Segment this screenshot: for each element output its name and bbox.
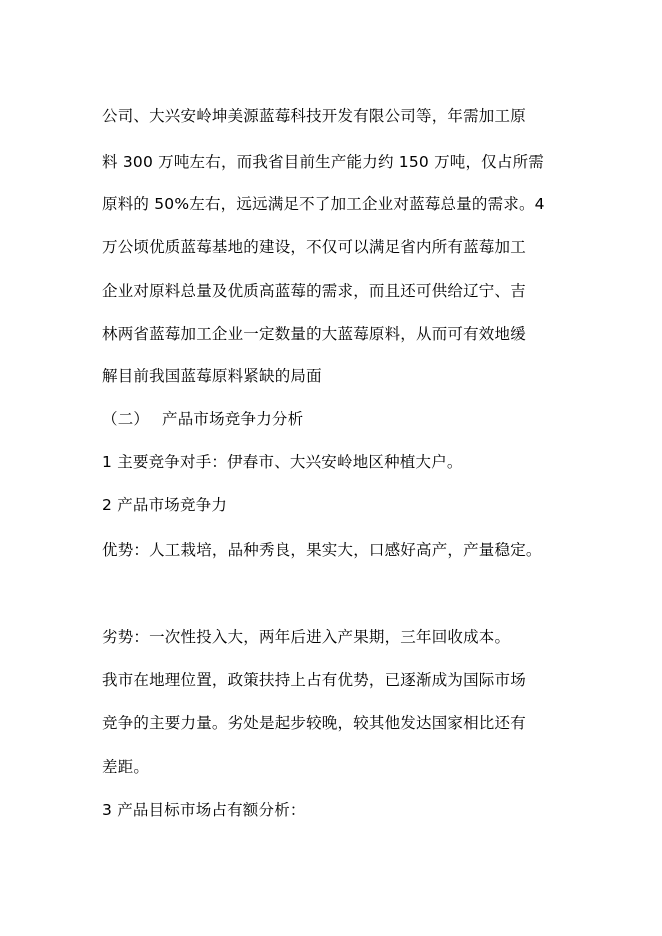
list-item: 2 产品市场竞争力 — [102, 496, 228, 514]
body-text-line: 企业对原料总量及优质高蓝莓的需求，而且还可供给辽宁、吉 — [102, 282, 526, 300]
body-text-line: 原料的 50%左右，远远满足不了加工企业对蓝莓总量的需求。4 — [102, 195, 545, 213]
body-text-line: 林两省蓝莓加工企业一定数量的大蓝莓原料，从而可有效地缓 — [102, 325, 526, 343]
disadvantages-text: 劣势：一次性投入大，两年后进入产果期，三年回收成本。 — [102, 628, 511, 646]
advantages-text: 优势：人工栽培，品种秀良，果实大，口感好高产，产量稳定。 — [102, 541, 542, 559]
body-text-line: 万公顷优质蓝莓基地的建设，不仅可以满足省内所有蓝莓加工 — [102, 238, 526, 256]
body-text-line: 料 300 万吨左右，而我省目前生产能力约 150 万吨，仅占所需 — [102, 153, 544, 171]
section-title: 产品市场竞争力分析 — [162, 410, 304, 428]
body-text-line: 解目前我国蓝莓原料紧缺的局面 — [102, 367, 322, 385]
section-number: （二） — [102, 410, 150, 428]
section-heading — [102, 409, 303, 429]
list-item: 3 产品目标市场占有额分析： — [102, 801, 306, 819]
list-item: 1 主要竞争对手：伊春市、大兴安岭地区种植大户。 — [102, 453, 463, 471]
body-text-line: 公司、大兴安岭坤美源蓝莓科技开发有限公司等，年需加工原 — [102, 107, 526, 125]
body-text-line: 竞争的主要力量。劣处是起步较晚，较其他发达国家相比还有 — [102, 714, 526, 732]
body-text-line: 我市在地理位置，政策扶持上占有优势，已逐渐成为国际市场 — [102, 671, 526, 689]
body-text-line: 差距。 — [102, 758, 150, 776]
